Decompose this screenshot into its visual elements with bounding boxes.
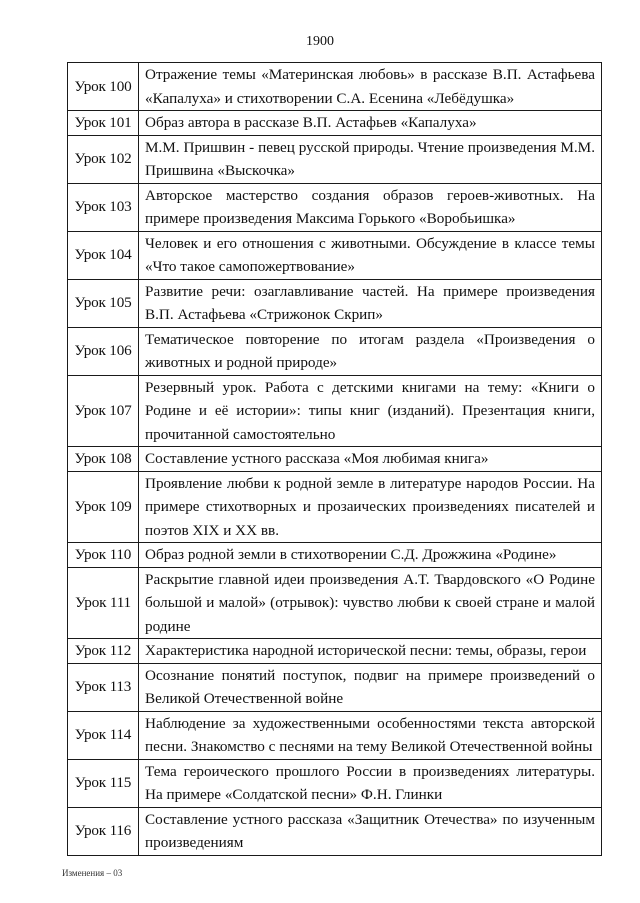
lesson-number: Урок 101 <box>68 111 139 136</box>
lesson-topic: М.М. Пришвин - певец русской природы. Чтение произведения М.М. Пришвина «Выскочка» <box>139 135 602 183</box>
table-row <box>68 543 602 568</box>
lesson-number: Урок 114 <box>68 711 139 759</box>
lesson-number: Урок 106 <box>68 327 139 375</box>
lesson-topic: Тема героического прошлого России в произведениях литературы. На примере «Солдатской песни» Ф.Н. Глинки <box>139 759 602 807</box>
lesson-topic: Наблюдение за художественными особенностями текста авторской песни. Знакомство с песнями на тему Великой Отечественной войны <box>139 711 602 759</box>
lesson-topic: Авторское мастерство создания образов героев-животных. На примере произведения Максима Горького «Воробьишка» <box>139 183 602 231</box>
lesson-number: Урок 116 <box>68 807 139 855</box>
lesson-number: Урок 111 <box>68 567 139 639</box>
lesson-plan-body <box>68 63 602 856</box>
table-row <box>68 231 602 279</box>
table-row <box>68 63 602 111</box>
lesson-plan-table <box>67 62 602 856</box>
page-number: 1900 <box>306 34 334 49</box>
table-row <box>68 447 602 472</box>
lesson-number: Урок 103 <box>68 183 139 231</box>
lesson-number: Урок 104 <box>68 231 139 279</box>
table-row <box>68 183 602 231</box>
lesson-topic: Составление устного рассказа «Моя любимая книга» <box>139 447 602 472</box>
table-row <box>68 759 602 807</box>
lesson-topic: Развитие речи: озаглавливание частей. На примере произведения В.П. Астафьева «Стрижонок Скрип» <box>139 279 602 327</box>
lesson-topic: Образ автора в рассказе В.П. Астафьев «Капалуха» <box>139 111 602 136</box>
lesson-number: Урок 108 <box>68 447 139 472</box>
lesson-topic: Раскрытие главной идеи произведения А.Т. Твардовского «О Родине большой и малой» (отрывок): чувство любви к своей стране и малой родине <box>139 567 602 639</box>
revision-footer: Изменения – 03 <box>62 868 123 878</box>
table-row <box>68 111 602 136</box>
table-row <box>68 663 602 711</box>
lesson-number: Урок 105 <box>68 279 139 327</box>
table-row <box>68 375 602 447</box>
lesson-topic: Составление устного рассказа «Защитник Отечества» по изученным произведениям <box>139 807 602 855</box>
lesson-number: Урок 102 <box>68 135 139 183</box>
lesson-topic: Осознание понятий поступок, подвиг на примере произведений о Великой Отечественной войне <box>139 663 602 711</box>
table-row <box>68 135 602 183</box>
lesson-topic: Образ родной земли в стихотворении С.Д. Дрожжина «Родине» <box>139 543 602 568</box>
table-row <box>68 807 602 855</box>
table-row <box>68 567 602 639</box>
lesson-topic: Человек и его отношения с животными. Обсуждение в классе темы «Что такое самопожертвование» <box>139 231 602 279</box>
lesson-number: Урок 109 <box>68 471 139 543</box>
lesson-number: Урок 115 <box>68 759 139 807</box>
table-row <box>68 327 602 375</box>
lesson-number: Урок 107 <box>68 375 139 447</box>
lesson-number: Урок 110 <box>68 543 139 568</box>
lesson-number: Урок 112 <box>68 639 139 664</box>
lesson-number: Урок 100 <box>68 63 139 111</box>
lesson-topic: Характеристика народной исторической песни: темы, образы, герои <box>139 639 602 664</box>
lesson-topic: Отражение темы «Материнская любовь» в рассказе В.П. Астафьева «Капалуха» и стихотворении С.А. Есенина «Лебёдушка» <box>139 63 602 111</box>
table-row <box>68 639 602 664</box>
table-row <box>68 279 602 327</box>
lesson-topic: Тематическое повторение по итогам раздела «Произведения о животных и родной природе» <box>139 327 602 375</box>
table-row <box>68 711 602 759</box>
lesson-number: Урок 113 <box>68 663 139 711</box>
lesson-topic: Резервный урок. Работа с детскими книгами на тему: «Книги о Родине и её истории»: типы книг (изданий). Презентация книги, прочитанной самостоятельно <box>139 375 602 447</box>
lesson-topic: Проявление любви к родной земле в литературе народов России. На примере стихотворных и прозаических произведениях писателей и поэтов XIX и XX вв. <box>139 471 602 543</box>
table-row <box>68 471 602 543</box>
